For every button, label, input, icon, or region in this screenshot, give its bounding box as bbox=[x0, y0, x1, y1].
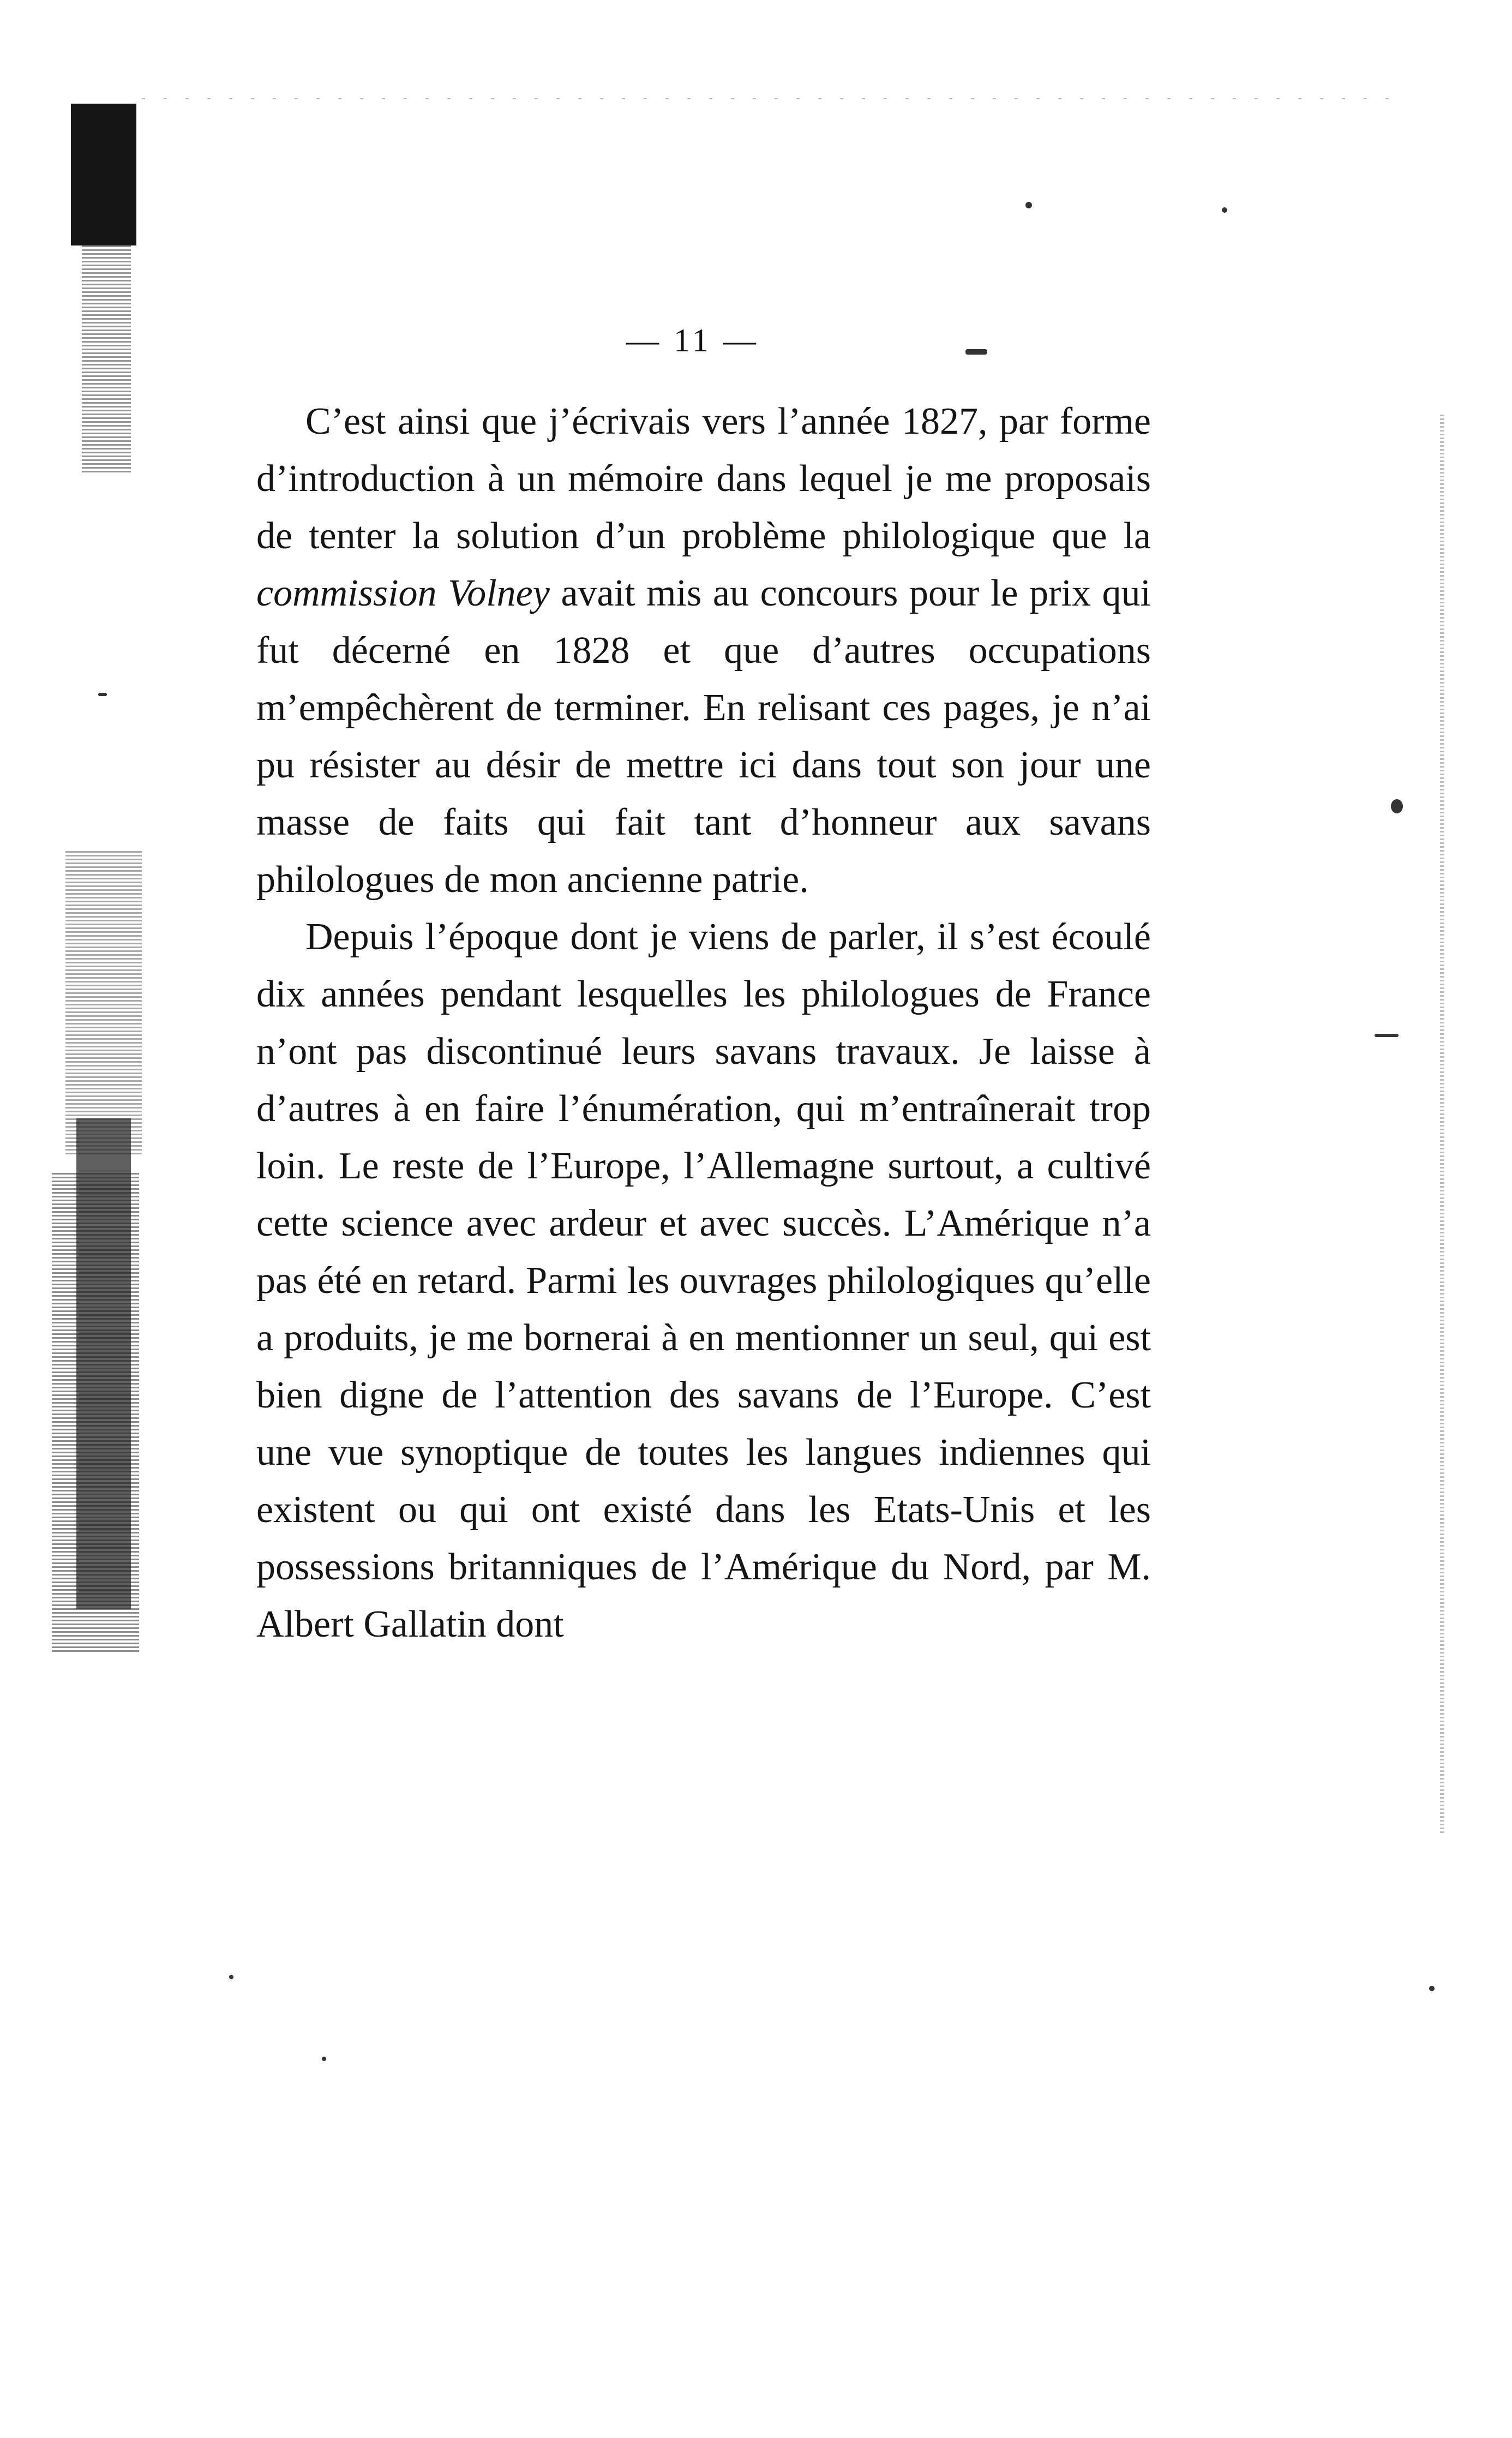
stray-mark bbox=[1222, 207, 1227, 213]
paragraph-1 bbox=[256, 393, 1151, 908]
stray-mark bbox=[1429, 1986, 1435, 1991]
stray-mark bbox=[1391, 799, 1403, 813]
stray-mark bbox=[965, 349, 987, 355]
binding-shadow-top bbox=[71, 104, 136, 245]
binding-speckle-upper bbox=[82, 245, 131, 475]
paragraph-1-text-start: C’est ainsi que j’écrivais vers l’année 1827, par forme d’introduction à un mémoire dans lequel je me proposais de tenter la solution d’un problème philologique que la bbox=[256, 400, 1151, 557]
scan-top-edge bbox=[142, 98, 1396, 99]
right-edge-speckle bbox=[1440, 415, 1444, 1833]
stray-mark bbox=[322, 2057, 326, 2061]
stray-mark bbox=[229, 1975, 233, 1979]
body-text bbox=[256, 393, 1151, 1653]
page-number: — 11 — bbox=[626, 322, 759, 358]
binding-speckle-mid bbox=[65, 851, 142, 1157]
stray-mark bbox=[98, 693, 107, 696]
paragraph-2: Depuis l’époque dont je viens de parler, il s’est écoulé dix années pendant lesquelles les philologues de France n’ont pas discontinué leurs savans travaux. Je laisse à d’autres à en faire l’énumération, qui m’entraînerait trop loin. Le reste de l’Europe, l’Allemagne surtout, a cultivé cette science avec ardeur et avec succès. L’Amérique n’a pas été en retard. Parmi les ouvrages philologiques qu’elle a produits, je me bornerai à en mentionner un seul, qui est bien digne de l’attention des savans de l’Europe. C’est une vue synoptique de toutes les langues indiennes qui existent ou qui ont existé dans les Etats-Unis et les possessions britanniques de l’Amérique du Nord, par M. Albert Gallatin dont bbox=[256, 916, 1151, 1645]
paragraph-1-emphasis: commission Volney bbox=[256, 572, 550, 614]
stray-mark bbox=[1375, 1034, 1399, 1037]
stray-mark bbox=[1025, 202, 1032, 208]
binding-speckle-lower bbox=[52, 1173, 139, 1653]
paragraph-1-text-end: avait mis au concours pour le prix qui fut décerné en 1828 et que d’autres occupations m’empêchèrent de terminer. En relisant ces pages, je n’ai pu résister au désir de mettre ici dans tout son jour une masse de faits qui fait tant d’honneur aux savans philologues de mon ancienne patrie. bbox=[256, 572, 1151, 901]
